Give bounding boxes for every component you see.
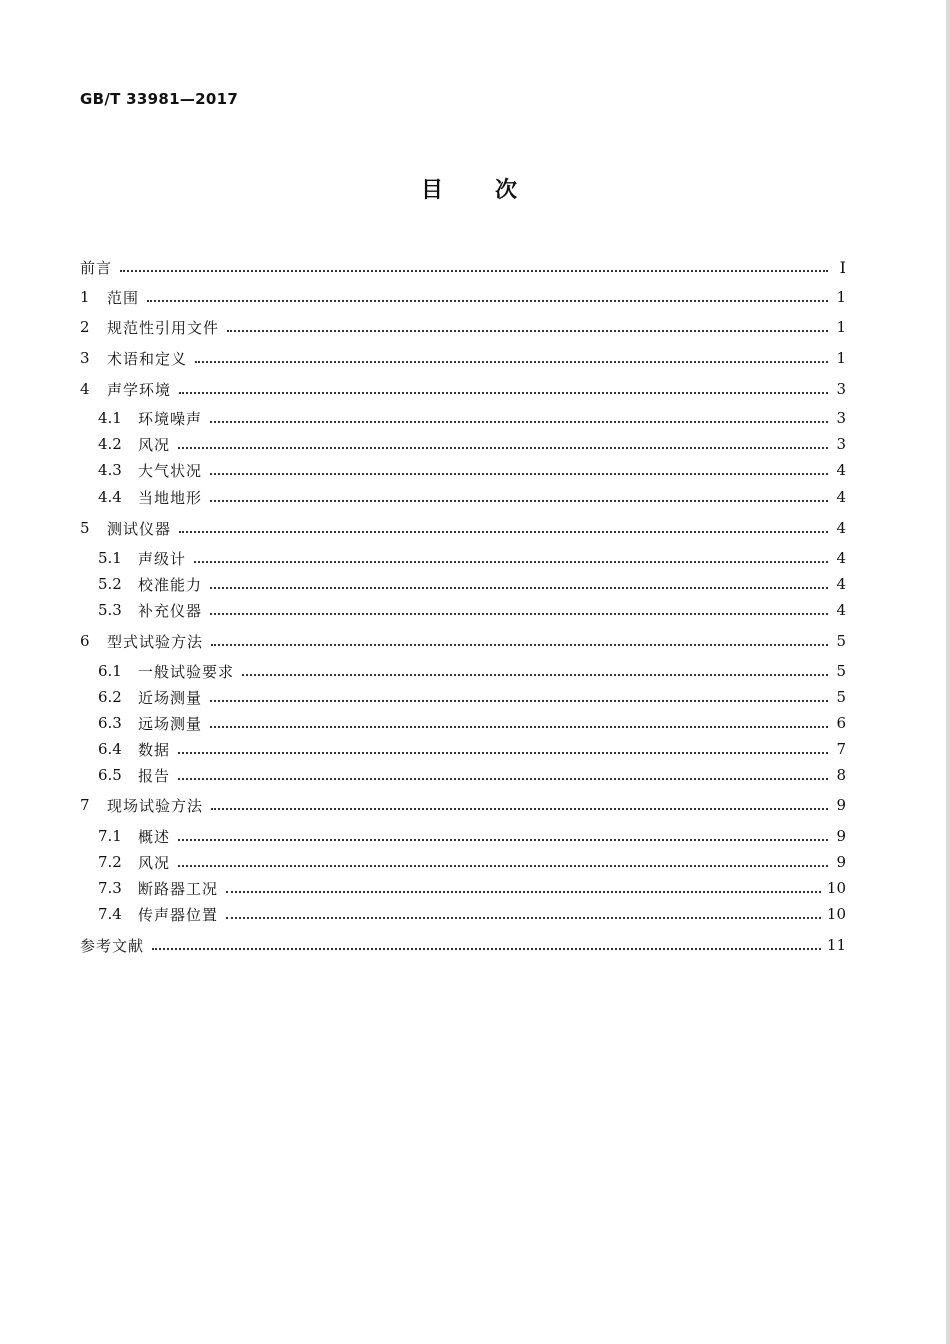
toc-leader-dots (178, 750, 828, 754)
toc-entry[interactable] (80, 763, 846, 787)
toc-entry-number: 7.3 (98, 879, 122, 897)
toc-entry-page: 10 (826, 905, 846, 923)
toc-leader-dots (210, 419, 828, 423)
toc-leader-dots (226, 889, 821, 893)
toc-leader-dots (194, 559, 828, 563)
toc-entry-page: 8 (836, 766, 846, 784)
toc-leader-dots (152, 946, 821, 950)
toc-entry-title: 型式试验方法 (107, 632, 204, 651)
toc-leader-dots (210, 585, 828, 589)
toc-entry[interactable] (80, 902, 846, 926)
toc-entry-title: 规范性引用文件 (107, 318, 220, 337)
toc-entry[interactable] (80, 315, 846, 339)
toc-entry[interactable] (80, 737, 846, 761)
toc-entry[interactable] (80, 458, 846, 482)
toc-entry-title: 概述 (138, 827, 171, 846)
toc-leader-dots (210, 698, 828, 702)
toc-entry-title: 参考文献 (80, 936, 145, 955)
toc-entry[interactable] (80, 406, 846, 430)
toc-entry-title: 环境噪声 (138, 409, 203, 428)
standard-number: GB/T 33981—2017 (80, 90, 239, 108)
toc-entry[interactable] (80, 876, 846, 900)
toc-entry[interactable] (80, 346, 846, 370)
toc-entry-page: 6 (836, 714, 846, 732)
toc-leader-dots (178, 837, 828, 841)
toc-entry[interactable] (80, 598, 846, 622)
toc-entry-title: 术语和定义 (107, 349, 188, 368)
toc-entry-title: 声级计 (138, 549, 187, 568)
toc-leader-dots (178, 863, 828, 867)
toc-leader-dots (226, 915, 821, 919)
toc-entry-page: 4 (836, 575, 846, 593)
toc-leader-dots (178, 776, 828, 780)
toc-entry[interactable] (80, 485, 846, 509)
toc-entry[interactable] (80, 285, 846, 309)
toc-entry-page: 3 (836, 380, 846, 398)
toc-entry-page: 3 (836, 409, 846, 427)
toc-entry-page: 9 (836, 853, 846, 871)
toc-entry-page: 4 (836, 488, 846, 506)
toc-leader-dots (179, 390, 828, 394)
toc-entry-number: 1 (80, 288, 90, 306)
toc-entry-number: 4.4 (98, 488, 122, 506)
toc-entry-number: 6.2 (98, 688, 122, 706)
toc-entry-number: 5.2 (98, 575, 122, 593)
toc-entry-page: 9 (836, 827, 846, 845)
toc-entry-page: 5 (836, 662, 846, 680)
toc-entry-page: 4 (836, 601, 846, 619)
toc-entry-title: 传声器位置 (138, 905, 219, 924)
toc-entry-number: 5 (80, 519, 90, 537)
toc-entry-page: 1 (836, 349, 846, 367)
toc-entry-title: 测试仪器 (107, 519, 172, 538)
toc-entry-page: 4 (836, 519, 846, 537)
toc-entry-number: 6.3 (98, 714, 122, 732)
toc-entry-number: 2 (80, 318, 90, 336)
toc-leader-dots (210, 611, 828, 615)
toc-entry-page: 4 (836, 461, 846, 479)
toc-leader-dots (211, 806, 828, 810)
toc-entry-page: 1 (836, 318, 846, 336)
toc-entry-number: 6.5 (98, 766, 122, 784)
toc-entry[interactable] (80, 933, 846, 957)
toc-entry-title: 报告 (138, 766, 171, 785)
toc-entry-number: 5.1 (98, 549, 122, 567)
toc-leader-dots (147, 298, 828, 302)
toc-entry[interactable] (80, 572, 846, 596)
toc-leader-dots (178, 445, 828, 449)
toc-entry[interactable] (80, 432, 846, 456)
toc-entry[interactable] (80, 546, 846, 570)
page-title: 目次 (420, 178, 569, 203)
toc-entry-title: 当地地形 (138, 488, 203, 507)
toc-entry-page: 5 (836, 688, 846, 706)
toc-entry-page: 9 (836, 796, 846, 814)
toc-leader-dots (179, 529, 828, 533)
toc-entry[interactable] (80, 377, 846, 401)
toc-leader-dots (210, 471, 828, 475)
toc-leader-dots (120, 268, 828, 272)
toc-leader-dots (227, 328, 828, 332)
toc-leader-dots (211, 642, 828, 646)
toc-entry-page: 1 (836, 288, 846, 306)
toc-entry-title: 校准能力 (138, 575, 203, 594)
toc-entry-title: 补充仪器 (138, 601, 203, 620)
toc-entry-title: 断路器工况 (138, 879, 219, 898)
toc-entry-number: 7.1 (98, 827, 122, 845)
toc-entry-page: 11 (826, 936, 846, 954)
toc-entry-title: 前言 (80, 258, 113, 277)
toc-leader-dots (242, 672, 828, 676)
toc-entry[interactable] (80, 850, 846, 874)
toc-entry[interactable] (80, 793, 846, 817)
toc-entry-page: 10 (826, 879, 846, 897)
toc-entry-number: 6.4 (98, 740, 122, 758)
toc-entry-title: 远场测量 (138, 714, 203, 733)
toc-entry-page: 4 (836, 549, 846, 567)
toc-entry-title: 一般试验要求 (138, 662, 235, 681)
toc-entry-title: 声学环境 (107, 380, 172, 399)
toc-entry-number: 6 (80, 632, 90, 650)
toc-entry-page: 5 (836, 632, 846, 650)
toc-leader-dots (210, 724, 828, 728)
toc-entry-title: 现场试验方法 (107, 796, 204, 815)
toc-entry-page: Ⅰ (839, 257, 846, 277)
toc-entry-number: 4.2 (98, 435, 122, 453)
toc-entry-number: 7.2 (98, 853, 122, 871)
toc-entry-number: 7 (80, 796, 90, 814)
toc-entry[interactable] (80, 824, 846, 848)
toc-leader-dots (210, 498, 828, 502)
toc-entry-number: 4.1 (98, 409, 122, 427)
toc-entry-number: 5.3 (98, 601, 122, 619)
toc-entry[interactable] (80, 685, 846, 709)
toc-entry[interactable] (80, 255, 846, 279)
toc-entry-page: 3 (836, 435, 846, 453)
toc-entry-page: 7 (836, 740, 846, 758)
toc-entry-number: 6.1 (98, 662, 122, 680)
toc-entry[interactable] (80, 711, 846, 735)
toc-entry-title: 风况 (138, 435, 171, 454)
toc-entry-number: 3 (80, 349, 90, 367)
toc-entry-title: 数据 (138, 740, 171, 759)
toc-leader-dots (195, 359, 828, 363)
toc-entry-number: 7.4 (98, 905, 122, 923)
toc-entry[interactable] (80, 659, 846, 683)
toc-entry-title: 风况 (138, 853, 171, 872)
toc-entry-title: 大气状况 (138, 461, 203, 480)
toc-entry[interactable] (80, 516, 846, 540)
toc-entry-number: 4 (80, 380, 90, 398)
toc-entry-number: 4.3 (98, 461, 122, 479)
toc-entry-title: 近场测量 (138, 688, 203, 707)
toc-entry[interactable] (80, 629, 846, 653)
toc-entry-title: 范围 (107, 288, 140, 307)
